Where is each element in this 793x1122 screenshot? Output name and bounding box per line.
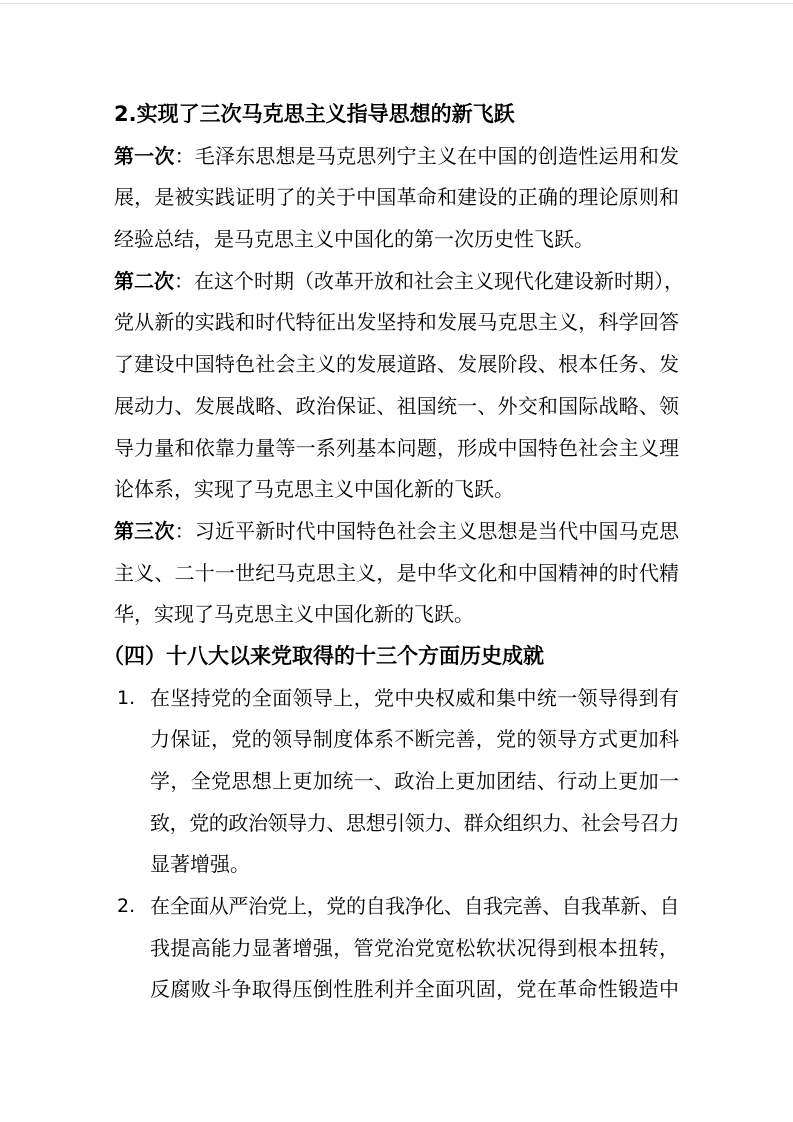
- paragraph-line: 党从新的实践和时代特征出发坚持和发展马克思主义，科学回答: [114, 310, 679, 335]
- paragraph-line: [114, 261, 684, 303]
- list-line: 学，全党思想上更加统一、政治上更加团结、行动上更加一: [150, 769, 679, 793]
- paragraph-text: ：习近平新时代中国特色社会主义思想是当代中国马克思: [174, 518, 680, 543]
- paragraph-text: ：毛泽东思想是马克思列宁主义在中国的创造性运用和发: [174, 143, 680, 168]
- paragraph-line: 了建设中国特色社会主义的发展道路、发展阶段、根本任务、发: [114, 352, 679, 377]
- list-marker: 2.: [117, 895, 136, 918]
- paragraph-line: 展动力、发展战略、政治保证、祖国统一、外交和国际战略、领: [114, 393, 679, 418]
- paragraph-line: 导力量和依靠力量等一系列基本问题，形成中国特色社会主义理: [114, 435, 679, 460]
- paragraph-line: [114, 136, 679, 178]
- paragraph-lead: 第二次: [114, 268, 174, 293]
- paragraph-line: 论体系，实现了马克思主义中国化新的飞跃。: [114, 477, 514, 502]
- paragraph-line: 主义、二十一世纪马克思主义，是中华文化和中国精神的时代精: [114, 560, 679, 585]
- list-line: 在全面从严治党上，党的自我净化、自我完善、自我革新、自: [150, 894, 679, 919]
- paragraph-line: 经验总结，是马克思主义中国化的第一次历史性飞跃。: [114, 227, 594, 252]
- section-heading-achievements: （四）十八大以来党取得的十三个方面历史成就: [103, 643, 544, 668]
- section-heading-flights: 2.实现了三次马克思主义指导思想的新飞跃: [114, 102, 515, 126]
- list-line: 力保证，党的领导制度体系不断完善，党的领导方式更加科: [150, 727, 679, 752]
- paragraph-line: 华，实现了马克思主义中国化新的飞跃。: [114, 602, 474, 627]
- page-top-edge: [0, 3, 793, 4]
- list-line: 在坚持党的全面领导上，党中央权威和集中统一领导得到有: [150, 685, 679, 710]
- paragraph-lead: 第一次: [114, 143, 175, 168]
- paragraph-line: 展，是被实践证明了的关于中国革命和建设的正确的理论原则和: [114, 185, 679, 210]
- list-item: [114, 886, 679, 1011]
- list-line: 我提高能力显著增强，管党治党宽松软状况得到根本扭转，: [150, 935, 679, 960]
- paragraph-third-leap: [114, 511, 679, 636]
- list-marker: 1.: [117, 686, 136, 709]
- paragraph-lead: 第三次: [114, 518, 175, 543]
- list-line: 反腐败斗争取得压倒性胜利并全面巩固，党在革命性锻造中: [150, 977, 679, 1002]
- paragraph-second-leap: [114, 261, 684, 511]
- list-line: 致，党的政治领导力、思想引领力、群众组织力、社会号召力: [150, 810, 679, 835]
- paragraph-first-leap: [114, 136, 679, 261]
- paragraph-text: ：在这个时期（改革开放和社会主义现代化建设新时期），: [174, 268, 684, 293]
- document-content: [103, 94, 684, 1011]
- paragraph-line: [114, 511, 679, 553]
- list-item: [114, 678, 679, 886]
- list-line: 显著增强。: [150, 852, 250, 877]
